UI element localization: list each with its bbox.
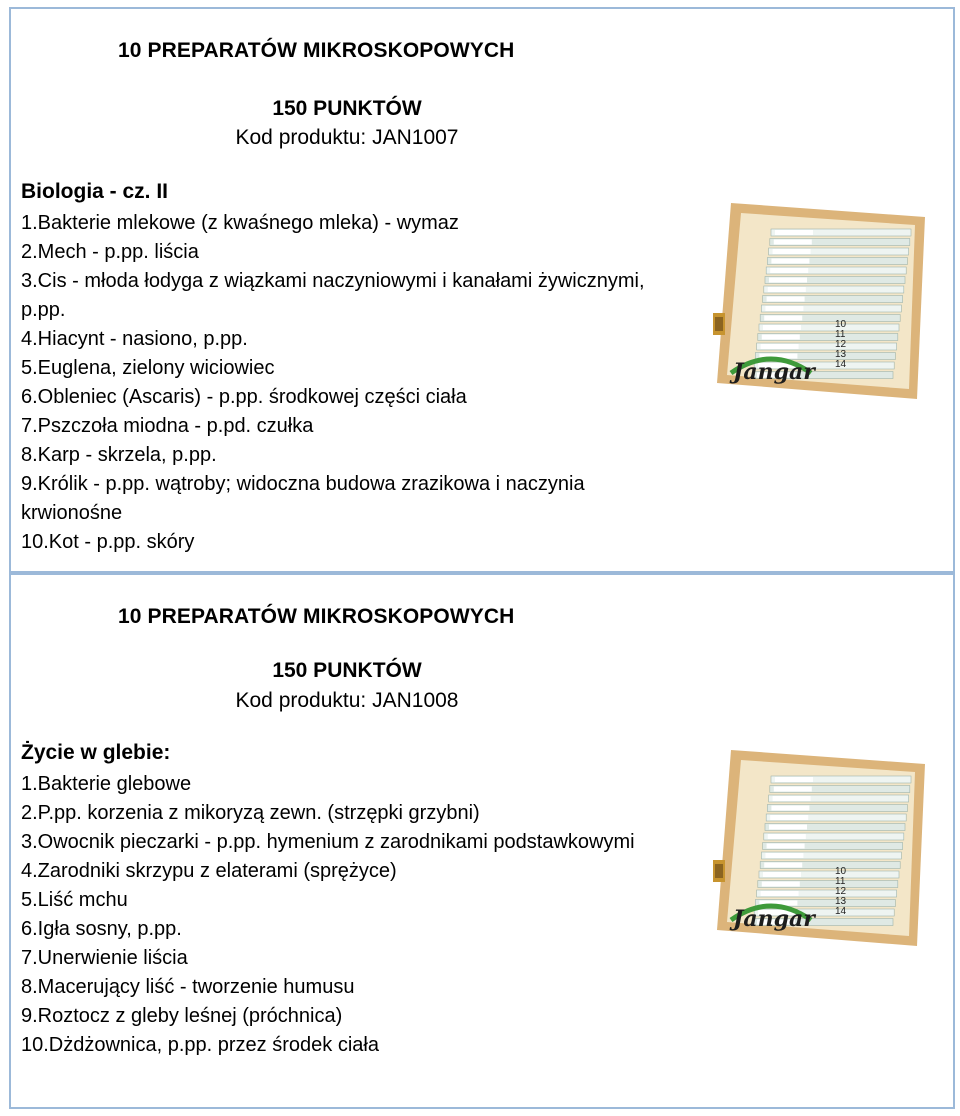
product-code: Kod produktu: JAN1008	[235, 689, 459, 712]
slide-number: 10	[835, 319, 847, 330]
list-item: 6.Obleniec (Ascaris) - p.pp. środkowej części ciała	[21, 386, 467, 408]
points-label: 150 PUNKTÓW	[272, 97, 422, 120]
slide-number: 11	[835, 329, 846, 340]
slide-label	[771, 259, 809, 264]
list-item: 4.Zarodniki skrzypu z elaterami (sprężyce)	[21, 860, 397, 882]
list-item: 2.P.pp. korzenia z mikoryzą zewn. (strzępki grzybni)	[21, 802, 480, 824]
list-item: 5.Liść mchu	[21, 889, 128, 911]
slide-label	[775, 230, 813, 235]
slide-box-photo	[711, 742, 931, 952]
slide-label	[763, 325, 801, 330]
list-item: 7.Pszczoła miodna - p.pd. czułka	[21, 415, 314, 437]
list-item: 9.Roztocz z gleby leśnej (próchnica)	[21, 1005, 343, 1027]
jangar-logo	[729, 906, 816, 932]
list-item: 4.Hiacynt - nasiono, p.pp.	[21, 328, 248, 350]
slide-label	[765, 306, 803, 311]
logo-text: Jangar	[733, 359, 815, 385]
slide-label	[770, 268, 808, 273]
slide-label	[765, 853, 803, 858]
jangar-logo	[729, 359, 816, 385]
specimen-list	[21, 770, 661, 1060]
product-code: Kod produktu: JAN1007	[235, 126, 459, 149]
slide-label	[771, 806, 809, 811]
slide-label	[762, 335, 800, 340]
slide-label	[774, 240, 812, 245]
list-item: 6.Igła sosny, p.pp.	[21, 918, 182, 940]
section-heading: Życie w glebie:	[21, 741, 171, 764]
slide-number: 13	[835, 896, 847, 907]
list-item: 8.Karp - skrzela, p.pp.	[21, 444, 217, 466]
slide-number: 12	[835, 886, 847, 897]
slide-label	[774, 787, 812, 792]
specimen-list	[21, 209, 661, 557]
slide-number: 13	[835, 349, 847, 360]
list-item: 3.Owocnik pieczarki - p.pp. hymenium z zarodnikami podstawkowymi	[21, 831, 635, 853]
slide-label	[762, 882, 800, 887]
slide-label	[773, 796, 811, 801]
list-item: 5.Euglena, zielony wiciowiec	[21, 357, 275, 379]
list-item: 10.Kot - p.pp. skóry	[21, 531, 195, 553]
list-item: 1.Bakterie mlekowe (z kwaśnego mleka) - wymaz	[21, 212, 459, 234]
list-item: 3.Cis - młoda łodyga z wiązkami naczyniowymi i kanałami żywicznymi, p.pp.	[21, 270, 645, 321]
list-item: 2.Mech - p.pp. liścia	[21, 241, 199, 263]
logo-text: Jangar	[733, 906, 815, 932]
slide-label	[769, 825, 807, 830]
product-title: 10 PREPARATÓW MIKROSKOPOWYCH	[118, 39, 515, 62]
slide-label	[763, 872, 801, 877]
slide-label	[768, 287, 806, 292]
product-card-jan1007	[9, 7, 955, 573]
list-item: 9.Królik - p.pp. wątroby; widoczna budowa zrazikowa i naczynia krwionośne	[21, 473, 585, 524]
points-label: 150 PUNKTÓW	[272, 659, 422, 682]
slide-label	[768, 834, 806, 839]
slide-label	[769, 278, 807, 283]
list-item: 8.Macerujący liść - tworzenie humusu	[21, 976, 355, 998]
slide-label	[773, 249, 811, 254]
list-item: 10.Dżdżownica, p.pp. przez środek ciała	[21, 1034, 379, 1056]
slide-label	[761, 344, 799, 349]
slide-number: 11	[835, 876, 846, 887]
slide-label	[770, 815, 808, 820]
slide-label	[767, 297, 805, 302]
list-item: 1.Bakterie glebowe	[21, 773, 192, 795]
product-card-jan1008	[9, 573, 955, 1109]
slide-number: 14	[835, 906, 847, 917]
slide-number: 10	[835, 866, 847, 877]
slide-label	[764, 863, 802, 868]
list-item: 7.Unerwienie liścia	[21, 947, 188, 969]
product-title: 10 PREPARATÓW MIKROSKOPOWYCH	[118, 605, 515, 628]
slide-number: 12	[835, 339, 847, 350]
slide-number: 14	[835, 359, 847, 370]
section-heading: Biologia - cz. II	[21, 180, 169, 203]
slide-box-photo	[711, 195, 931, 405]
slide-label	[761, 891, 799, 896]
slide-label	[767, 844, 805, 849]
slide-label	[764, 316, 802, 321]
slide-label	[775, 777, 813, 782]
